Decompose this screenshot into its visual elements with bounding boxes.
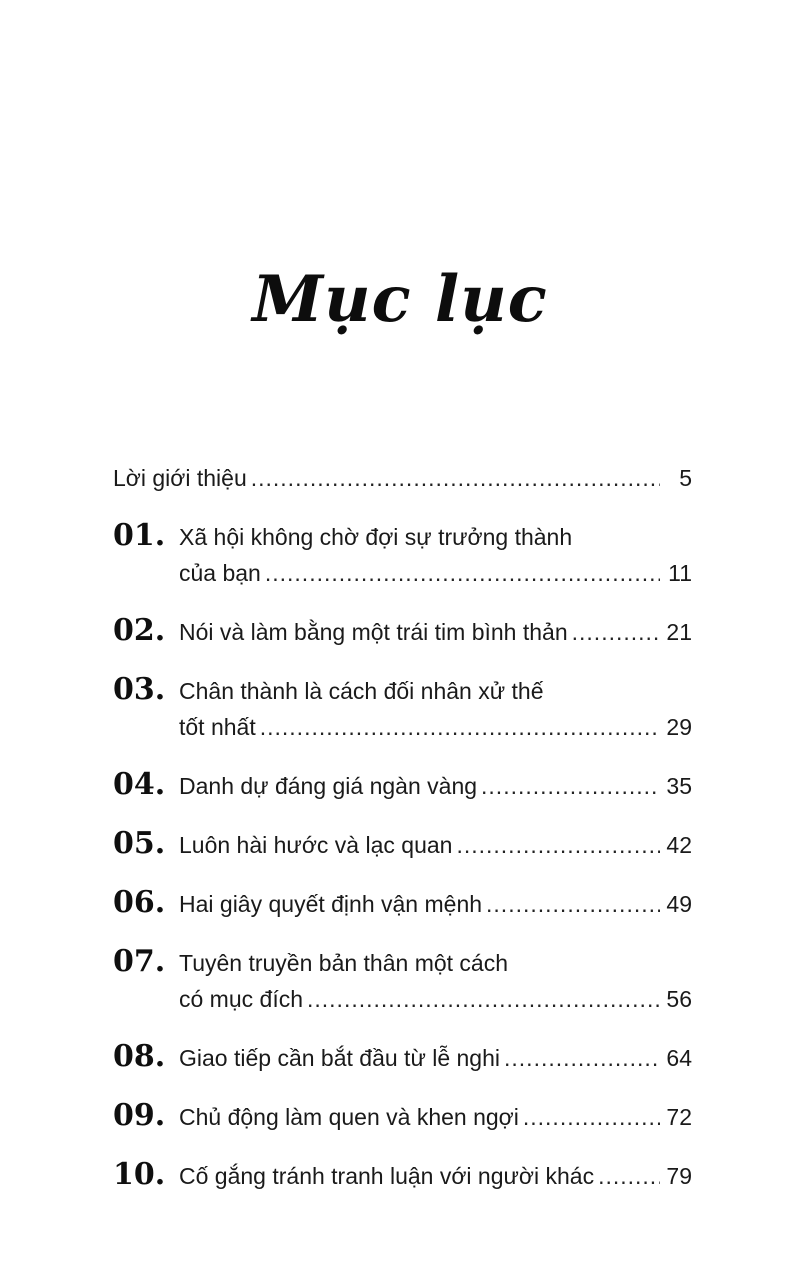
entry-page-number: 35 xyxy=(666,773,692,799)
entry-text: Nói và làm bằng một trái tim bình thản xyxy=(179,619,568,645)
entry-text: Chân thành là cách đối nhân xử thế xyxy=(179,678,544,704)
entry-text: Giao tiếp cần bắt đầu từ lễ nghi xyxy=(179,1045,501,1071)
entry-line xyxy=(113,767,692,802)
entry-number: 10. xyxy=(113,1157,166,1192)
intro-label: Lời giới thiệu xyxy=(113,465,247,491)
entry-line xyxy=(113,613,692,648)
entry-number: 05. xyxy=(113,826,166,861)
entry-text: Cố gắng tránh tranh luận với người khác xyxy=(179,1163,595,1189)
entry-text: của bạn xyxy=(179,560,261,586)
toc-intro xyxy=(113,463,692,494)
dot-leader xyxy=(456,830,660,861)
dot-leader xyxy=(598,1161,660,1192)
entry-line xyxy=(113,672,692,707)
entry-text: Chủ động làm quen và khen ngợi xyxy=(179,1104,519,1130)
entry-line xyxy=(113,518,692,553)
toc-entry xyxy=(113,1039,692,1074)
dot-leader xyxy=(486,889,660,920)
toc-entry xyxy=(113,944,692,1015)
entry-text: Hai giây quyết định vận mệnh xyxy=(179,891,483,917)
entry-page-number: 49 xyxy=(666,891,692,917)
intro-page-number: 5 xyxy=(679,465,692,491)
entry-line xyxy=(113,1039,692,1074)
entry-number: 07. xyxy=(113,944,166,979)
entry-page-number: 72 xyxy=(666,1104,692,1130)
toc-entry xyxy=(113,1098,692,1133)
entry-text: có mục đích xyxy=(179,986,303,1012)
entry-number: 09. xyxy=(113,1098,166,1133)
dot-leader xyxy=(265,558,660,589)
entry-page-number: 11 xyxy=(668,560,692,586)
entry-page-number: 56 xyxy=(666,986,692,1012)
entry-page-number: 21 xyxy=(666,619,692,645)
dot-leader xyxy=(251,463,660,494)
entry-page-number: 42 xyxy=(666,832,692,858)
entry-text: Tuyên truyền bản thân một cách xyxy=(179,950,509,976)
toc-entry xyxy=(113,826,692,861)
entry-line xyxy=(113,1157,692,1192)
entry-line xyxy=(113,944,692,979)
toc-entry xyxy=(113,767,692,802)
entry-text: Xã hội không chờ đợi sự trưởng thành xyxy=(179,524,573,550)
toc-entry xyxy=(113,518,692,589)
dot-leader xyxy=(260,712,660,743)
entry-page-number: 29 xyxy=(666,714,692,740)
entry-line xyxy=(113,558,692,589)
dot-leader xyxy=(504,1043,660,1074)
dot-leader xyxy=(481,771,660,802)
entry-number: 08. xyxy=(113,1039,166,1074)
page-title: Mục lục xyxy=(252,262,548,337)
toc-entry xyxy=(113,1157,692,1192)
entry-line xyxy=(113,1098,692,1133)
entry-page-number: 79 xyxy=(666,1163,692,1189)
dot-leader xyxy=(307,984,660,1015)
toc-list xyxy=(113,463,692,1192)
entry-line xyxy=(113,984,692,1015)
toc-entry xyxy=(113,672,692,743)
toc-entry xyxy=(113,885,692,920)
entry-text: tốt nhất xyxy=(179,714,256,740)
dot-leader xyxy=(572,617,660,648)
entry-line xyxy=(113,712,692,743)
entry-number: 03. xyxy=(113,672,166,707)
dot-leader xyxy=(523,1102,660,1133)
entry-number: 01. xyxy=(113,518,166,553)
entry-line xyxy=(113,885,692,920)
entry-number: 06. xyxy=(113,885,166,920)
toc-entry xyxy=(113,613,692,648)
entry-page-number: 64 xyxy=(666,1045,692,1071)
entry-text: Luôn hài hước và lạc quan xyxy=(179,832,453,858)
entry-text: Danh dự đáng giá ngàn vàng xyxy=(179,773,478,799)
entry-line xyxy=(113,826,692,861)
entry-number: 04. xyxy=(113,767,166,802)
entry-number: 02. xyxy=(113,613,166,648)
